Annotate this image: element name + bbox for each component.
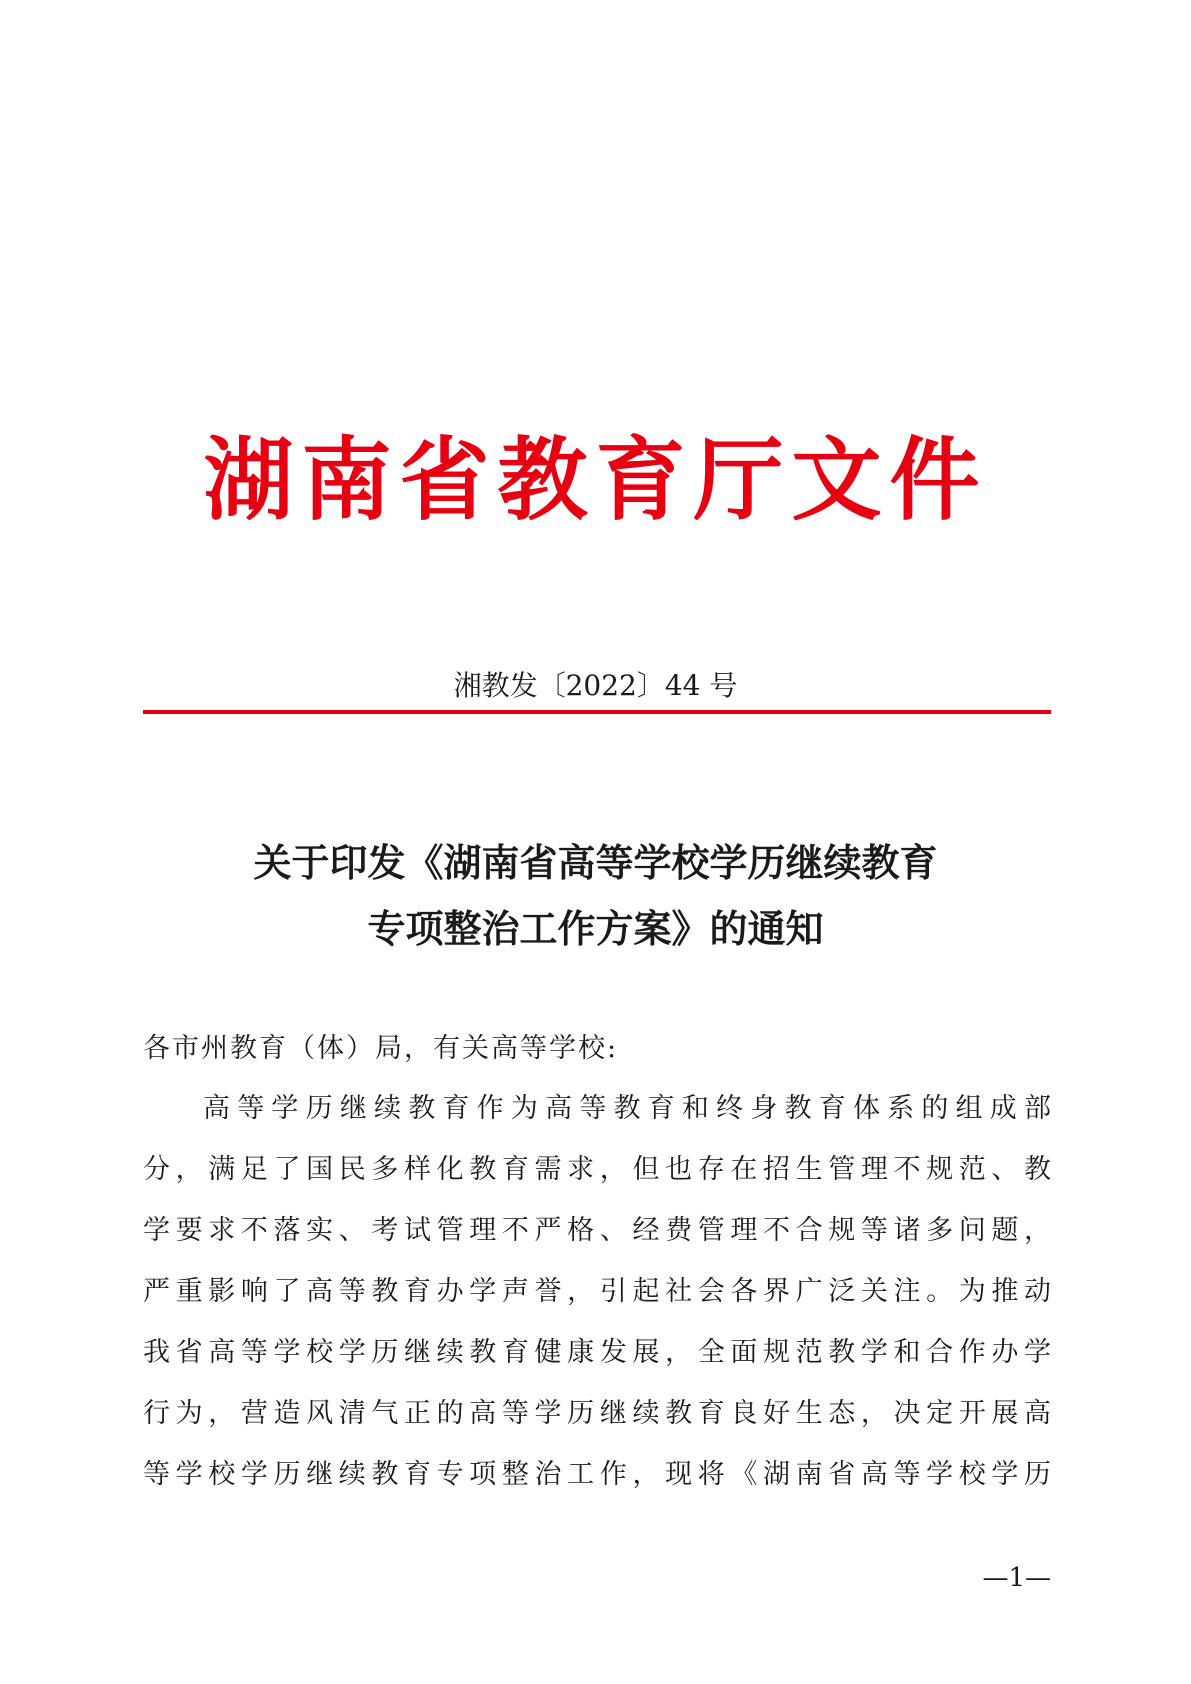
- body-line: 我省高等学校学历继续教育健康发展，全面规范教学和合作办学: [143, 1337, 1051, 1368]
- document-number: 湘教发〔2022〕44 号: [453, 669, 738, 702]
- body-line: 严重影响了高等教育办学声誉，引起社会各界广泛关注。为推动: [143, 1276, 1051, 1307]
- notice-title: [0, 830, 1191, 962]
- body-text: [143, 1078, 1051, 1505]
- notice-title-line-1: 关于印发《湖南省高等学校学历继续教育: [253, 840, 938, 885]
- notice-title-line-2: 专项整治工作方案》的通知: [367, 906, 824, 951]
- body-line: 等学校学历继续教育专项整治工作，现将《湖南省高等学校学历: [143, 1459, 1051, 1490]
- addressee: 各市州教育（体）局，有关高等学校:: [143, 1033, 619, 1064]
- red-divider-line: [143, 710, 1051, 714]
- body-line: 高等学历继续教育作为高等教育和终身教育体系的组成部: [203, 1093, 1051, 1124]
- body-line: 学要求不落实、考试管理不严格、经费管理不合规等诸多问题，: [143, 1215, 1051, 1246]
- body-line: 行为，营造风清气正的高等学历继续教育良好生态，决定开展高: [143, 1398, 1051, 1429]
- page-number: —1—: [982, 1563, 1051, 1593]
- body-line: 分，满足了国民多样化教育需求，但也存在招生管理不规范、教: [143, 1154, 1051, 1185]
- masthead-title: 湖南省教育厅文件: [203, 427, 988, 533]
